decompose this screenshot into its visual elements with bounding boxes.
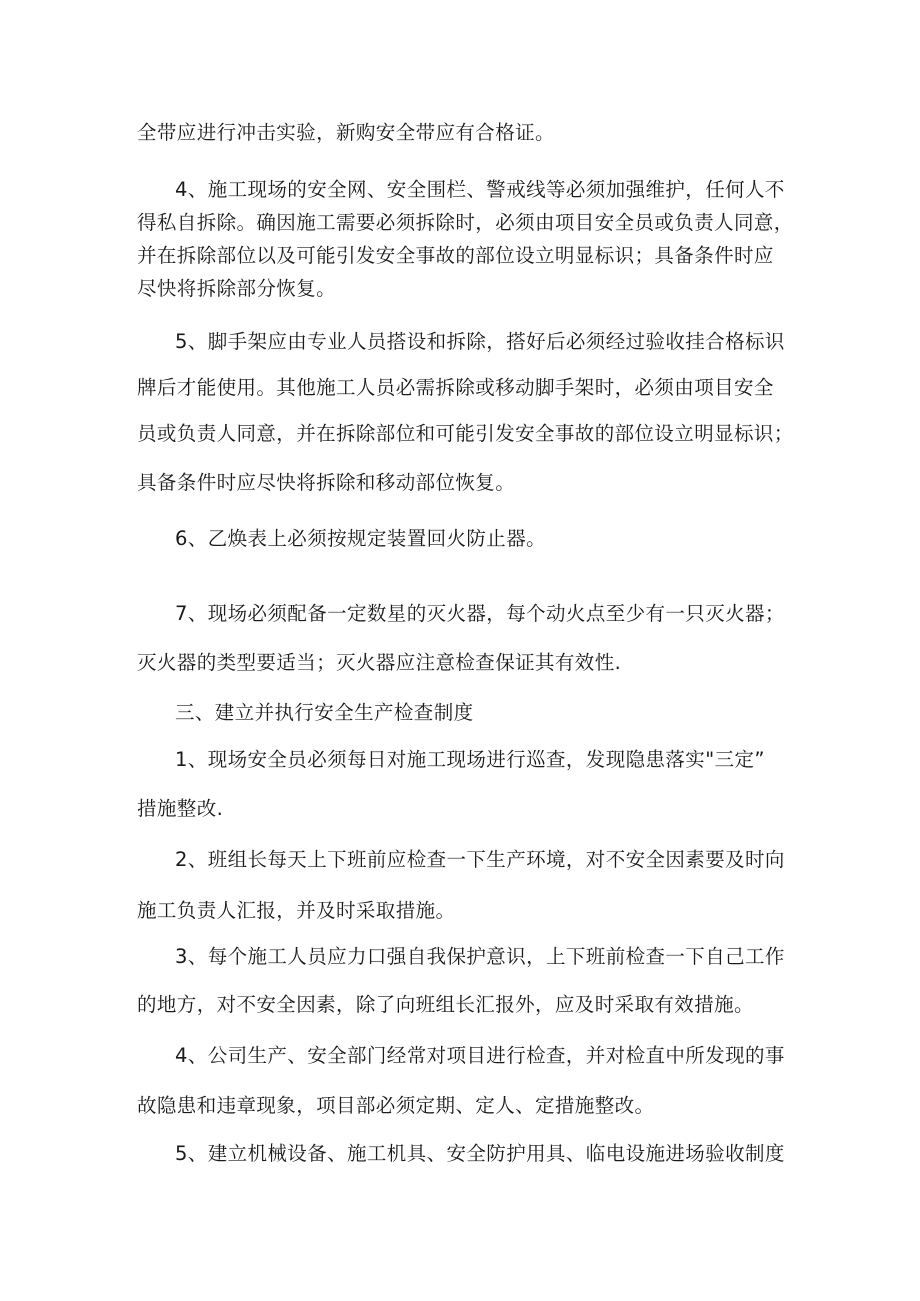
text-line: 得私自拆除。确因施工需要必须拆除时，必须由项目安全员或负责人同意， xyxy=(137,211,794,234)
text-line: 5、脚手架应由专业人员搭设和拆除，搭好后必须经过验收挂合格标识 xyxy=(175,330,785,353)
text-line: 6、乙焕表上必须按规定装置回火防止器。 xyxy=(175,527,547,550)
text-line: 的地方，对不安全因素，除了向班组长汇报外，应及时采取有效措施。 xyxy=(137,993,754,1016)
text-line: 3、每个施工人员应力口强自我保护意识，上下班前检查一下自己工作 xyxy=(175,945,785,968)
text-line: 灭火器的类型要适当；灭火器应注意检查保证其有效性. xyxy=(137,651,622,674)
text-line: 员或负责人同意，并在拆除部位和可能引发安全事故的部位设立明显标识； xyxy=(137,422,794,445)
text-line: 5、建立机械设备、施工机具、安全防护用具、临电设施进场验收制度 xyxy=(175,1142,785,1165)
text-line: 并在拆除部位以及可能引发安全事故的部位设立明显标识；具备条件时应 xyxy=(137,244,774,267)
text-line: 措施整改. xyxy=(137,797,224,820)
text-line: 4、公司生产、安全部门经常对项目进行检查，并对检直中所发现的事 xyxy=(175,1044,785,1067)
section-heading: 三、建立并执行安全生产检查制度 xyxy=(175,701,474,724)
text-line: 牌后才能使用。其他施工人员必需拆除或移动脚手架时，必须由项目安全 xyxy=(137,376,774,399)
text-line: 全带应进行冲击实验，新购安全带应有合格证。 xyxy=(137,121,555,144)
text-line: 1、现场安全员必须每日对施工现场进行巡查，发现隐患落实"三定” xyxy=(175,748,765,771)
text-line: 7、现场必须配备一定数星的灭火器，每个动火点至少有一只灭火器； xyxy=(175,602,785,625)
text-line: 施工负责人汇报，并及时采取措施。 xyxy=(137,899,456,922)
text-line: 2、班组长每天上下班前应检查一下生产环境，对不安全因素要及时向 xyxy=(175,848,785,871)
text-line: 4、施工现场的安全网、安全围栏、警戒线等必须加强维护，任何人不 xyxy=(175,178,785,201)
text-line: 具备条件时应尽快将拆除和移动部位恢复。 xyxy=(137,471,516,494)
text-line: 故隐患和违章现象，项目部必须定期、定人、定措施整改。 xyxy=(137,1094,655,1117)
text-line: 尽快将拆除部分恢复。 xyxy=(137,277,337,300)
